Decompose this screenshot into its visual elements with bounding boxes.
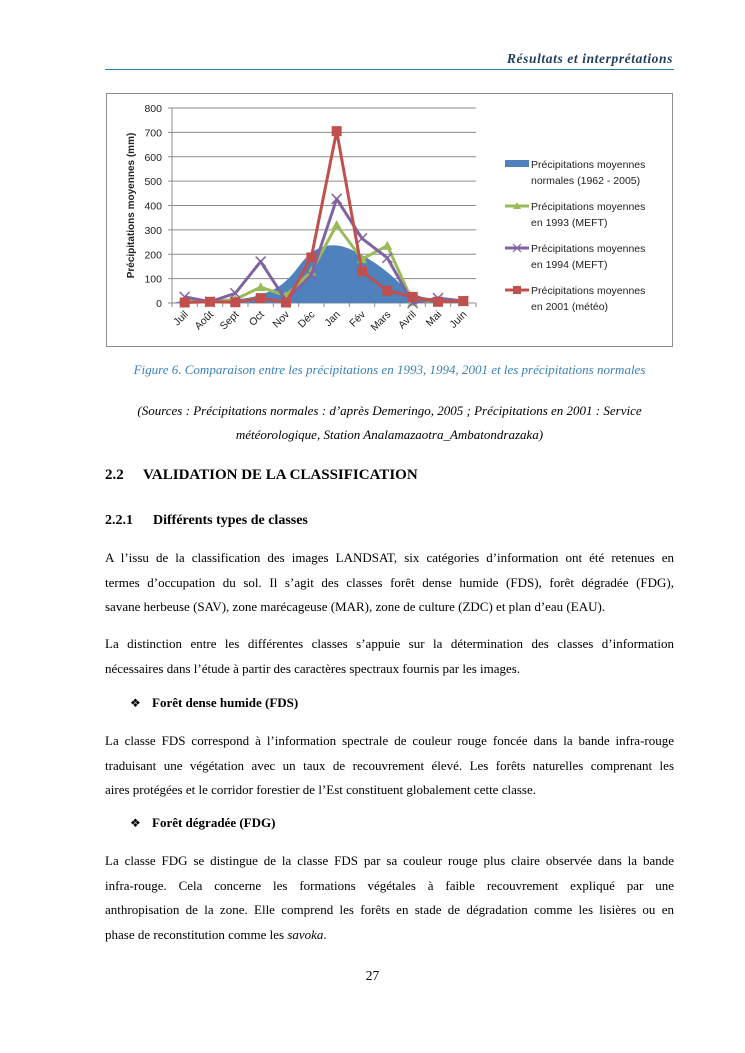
chart-canvas	[107, 94, 674, 348]
legend-item	[505, 285, 645, 313]
subsection-title: Différents types de classes	[153, 513, 308, 528]
legend-label: Précipitations moyennes	[531, 285, 646, 297]
bullet-label: Forêt dégradée (FDG)	[152, 815, 276, 830]
figure-caption: Figure 6. Comparaison entre les précipitations en 1993, 1994, 2001 et les précipitations normales	[133, 362, 646, 377]
square-marker-icon	[382, 286, 392, 296]
subsection-number: 2.2.1	[105, 513, 133, 528]
legend-swatch-icon	[505, 160, 529, 167]
x-tick-label: Fév	[347, 308, 369, 330]
diamond-bullet-icon: ❖	[130, 816, 141, 830]
section-heading	[105, 467, 418, 484]
x-tick-label: Sept	[217, 308, 242, 333]
y-tick-label: 200	[144, 249, 162, 262]
y-tick-label: 500	[144, 176, 162, 189]
triangle-marker-icon	[382, 241, 392, 250]
subsection-heading	[105, 513, 308, 529]
y-axis-title: Précipitations moyennes (mm)	[126, 132, 137, 279]
section-number: 2.2	[105, 467, 124, 483]
legend-label: en 1994 (MEFT)	[531, 259, 608, 271]
text-line: La classe FDS correspond à l’information spectrale de couleur rouge foncée dans la bande infra-rouge	[105, 733, 674, 748]
bullet-label: Forêt dense humide (FDS)	[152, 695, 299, 710]
square-marker-icon	[433, 297, 443, 307]
text-line: La classe FDG se distingue de la classe FDS par sa couleur rouge plus claire observée dans la bande	[105, 853, 674, 868]
text-line: savane herbeuse (SAV), zone marécageuse (MAR), zone de culture (ZDC) et plan d’eau (EAU).	[105, 599, 606, 614]
y-tick-label: 700	[144, 127, 162, 140]
legend-label: en 2001 (météo)	[531, 301, 609, 313]
section-title: VALIDATION DE LA CLASSIFICATION	[143, 467, 418, 483]
page-number: 27	[365, 968, 380, 983]
square-marker-icon	[256, 293, 266, 303]
text-fragment: .	[323, 926, 327, 942]
y-tick-label: 400	[144, 200, 162, 213]
y-tick-label: 0	[156, 298, 162, 310]
square-marker-icon	[357, 266, 367, 276]
legend-label: Précipitations moyennes	[531, 159, 646, 171]
x-tick-label: Mai	[423, 308, 445, 330]
x-tick-label: Août	[192, 308, 217, 333]
header-rule	[105, 69, 674, 70]
diamond-bullet-icon: ❖	[130, 696, 141, 710]
paragraph-classes-distinction	[105, 632, 674, 681]
legend-item	[505, 243, 645, 271]
bullet-heading-fds	[130, 695, 298, 711]
text-fragment: phase de reconstitution comme les	[105, 926, 288, 942]
legend-label: Précipitations moyennes	[531, 243, 646, 255]
square-marker-icon	[408, 292, 418, 302]
x-tick-label: Mars	[368, 308, 394, 334]
y-tick-label: 800	[144, 103, 162, 115]
x-tick-label: Avril	[395, 308, 419, 332]
running-header: Résultats et interprétations	[506, 51, 673, 66]
bullet-heading-fdg	[130, 815, 275, 831]
x-tick-label: Déc	[295, 308, 318, 331]
square-marker-icon	[281, 298, 291, 308]
text-line: La distinction entre les différentes classes s’appuie sur la détermination des classes d’information	[105, 636, 674, 651]
x-tick-label: Juin	[447, 308, 470, 331]
y-tick-label: 600	[144, 151, 162, 164]
sources-line: (Sources : Précipitations normales : d’après Demeringo, 2005 ; Précipitations en 2001 : Service	[137, 403, 642, 418]
legend-label: en 1993 (MEFT)	[531, 217, 608, 229]
paragraph-fdg	[105, 849, 674, 947]
legend-label: Précipitations moyennes	[531, 201, 646, 213]
square-marker-icon	[513, 286, 521, 294]
text-line: anthropisation de la zone. Elle comprend les forêts en stade de dégradation comme les lisières ou en	[105, 902, 674, 917]
triangle-marker-icon	[332, 220, 342, 229]
x-tick-label: Nov	[270, 308, 293, 331]
text-line: traduisant une végétation avec un taux de recouvrement élevé. Les forêts naturelles comprenant les	[105, 757, 674, 773]
text-line: infra-rouge. Cela concerne les formations végétales à faible recouvrement expliqué par une	[105, 877, 674, 893]
text-line: termes d’occupation du sol. Il s’agit des classes forêt dense humide (FDS), forêt dégradée (FDG),	[105, 574, 674, 590]
paragraph-fds	[105, 729, 674, 803]
square-marker-icon	[332, 126, 342, 136]
legend-item	[505, 201, 645, 229]
legend-label: normales (1962 - 2005)	[531, 175, 641, 187]
paragraph-classes-intro	[105, 546, 674, 620]
text-line: aires protégées et le corridor forestier de l’Est constituent globalement cette classe.	[105, 782, 536, 797]
italic-term: savoka	[287, 926, 324, 942]
x-tick-label: Oct	[246, 308, 267, 329]
square-marker-icon	[458, 296, 468, 306]
figure-sources	[105, 399, 674, 447]
text-line: nécessaires dans l’étude à partir des caractères spectraux fournis par les images.	[105, 660, 521, 676]
x-tick-label: Jan	[322, 308, 343, 330]
sources-line: météorologique, Station Analamazaotra_Ambatondrazaka)	[235, 427, 544, 442]
y-tick-label: 300	[144, 224, 162, 237]
text-line	[105, 923, 674, 948]
precipitation-chart	[106, 93, 673, 347]
legend-item	[505, 159, 645, 187]
triangle-marker-icon	[256, 282, 266, 291]
square-marker-icon	[230, 297, 240, 307]
x-tick-label: Juil	[171, 308, 191, 329]
text-line: A l’issu de la classification des images LANDSAT, six catégories d’information ont été retenues en	[105, 550, 674, 565]
square-marker-icon	[306, 252, 316, 262]
square-marker-icon	[180, 298, 190, 308]
square-marker-icon	[205, 297, 215, 307]
y-tick-label: 100	[144, 273, 162, 286]
